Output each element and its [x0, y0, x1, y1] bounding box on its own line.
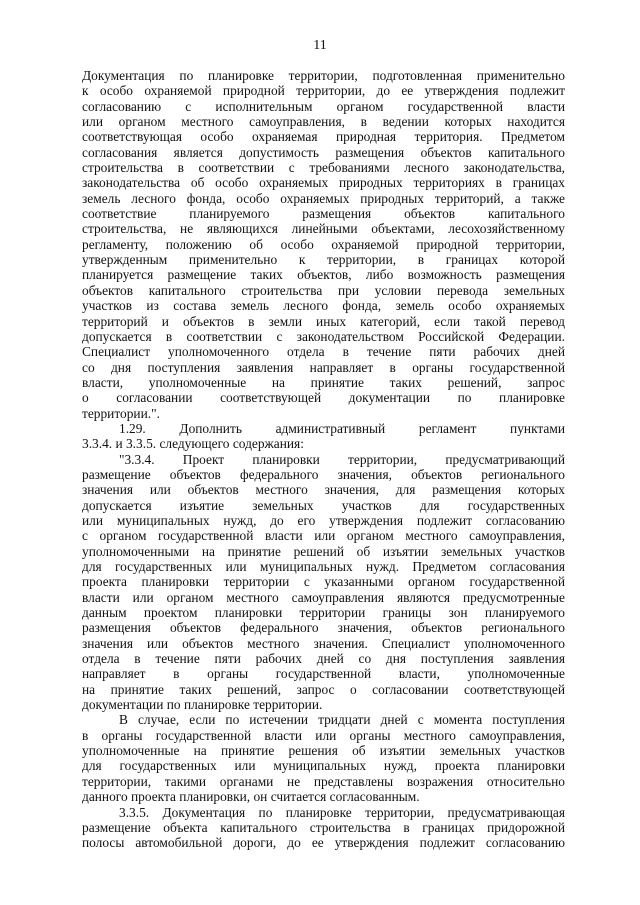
text-line: о согласовании соответствующей документации по планировке	[82, 390, 565, 406]
text-line: значения или объектов местного значения, для размещения которых	[82, 482, 565, 498]
text-line: уполномоченными на принятие решений об изъятии земельных участков	[82, 543, 565, 559]
page-number: 11	[313, 38, 327, 53]
text-line: строительства в соответствии с требованиями лесного законодательства,	[82, 160, 565, 176]
text-line: 1.29. Дополнить административный регламент пунктами	[119, 420, 565, 436]
text-line: для государственных или муниципальных нужд, проекта планировки	[82, 758, 565, 774]
text-line: утвержденным применительно к территории, в границах которой	[82, 252, 565, 268]
text-line: отдела в течение пяти рабочих дней со дня поступления заявления	[82, 651, 565, 667]
text-line: согласованию с исполнительным органом государственной власти	[82, 98, 565, 114]
text-line: власти, уполномоченные на принятие таких решений, запрос	[82, 374, 565, 390]
text-line: территории, такими органами не представлены возражения относительно	[82, 773, 565, 789]
text-line: проекта планировки территории с указанными органом государственной	[82, 574, 565, 590]
text-line: размещение объекта капитального строительства в границах придорожной	[82, 819, 565, 835]
text-line: соответствующая особо охраняемая природная территория. Предметом	[82, 129, 565, 145]
text-line: соответствие планируемого размещения объектов капитального	[82, 206, 565, 222]
text-line: территории.".	[82, 405, 160, 421]
text-line: значения или объектов местного значения. Специалист уполномоченного	[82, 635, 565, 651]
text-line: участков из состава земель лесного фонда, земель особо охраняемых	[82, 298, 565, 314]
text-line: данным проектом планировки территории границы зон планируемого	[82, 605, 565, 621]
text-line: или органом местного самоуправления, в ведении которых находится	[82, 114, 565, 130]
text-line: Специалист уполномоченного отдела в течение пяти рабочих дней	[82, 344, 565, 360]
text-line: со дня поступления заявления направляет в органы государственной	[82, 359, 565, 375]
text-line: объектов капитального строительства при условии перевода земельных	[82, 282, 565, 298]
text-line: планируется размещение таких объектов, либо возможность размещения	[82, 267, 565, 283]
text-line: законодательства об особо охраняемых природных территориях в границах	[82, 175, 565, 191]
text-line: территорий и объектов в земли иных категорий, если такой перевод	[82, 313, 565, 329]
text-line: Документация по планировке территории, подготовленная применительно	[82, 68, 565, 83]
text-line: 3.3.4. и 3.3.5. следующего содержания:	[82, 436, 304, 452]
text-line: на принятие таких решений, запрос о согласовании соответствующей	[82, 681, 565, 697]
text-line: "3.3.4. Проект планировки территории, предусматривающий	[119, 451, 565, 467]
text-line: размещение объектов федерального значения, объектов регионального	[82, 466, 565, 482]
text-line: для государственных или муниципальных нужд. Предметом согласования	[82, 559, 565, 574]
text-line: допускается в соответствии с законодательством Российской Федерации.	[82, 328, 565, 344]
text-line: направляет в органы государственной власти, уполномоченные	[82, 666, 565, 682]
text-line: регламенту, положению об особо охраняемой природной территории,	[82, 236, 565, 252]
text-line: размещения объектов федерального значения, объектов регионального	[82, 620, 565, 636]
text-line: допускается изъятие земельных участков для государственных	[82, 497, 565, 513]
text-line: к особо охраняемой природной территории, до ее утверждения подлежит	[82, 83, 565, 99]
text-line: земель лесного фонда, особо охраняемых природных территорий, а также	[82, 190, 565, 206]
text-line: 3.3.5. Документация по планировке территории, предусматривающая	[119, 804, 565, 820]
text-line: полосы автомобильной дороги, до ее утверждения подлежит согласованию	[82, 835, 565, 851]
document-body	[82, 68, 565, 851]
text-line: документации по планировке территории.	[82, 697, 323, 713]
text-line: с органом государственной власти или органом местного самоуправления,	[82, 528, 565, 544]
text-line: строительства, не являющихся линейными объектами, лесохозяйственному	[82, 221, 565, 237]
text-line: согласования является допустимость размещения объектов капитального	[82, 144, 565, 160]
text-line: В случае, если по истечении тридцати дней с момента поступления	[119, 712, 565, 728]
text-line: власти или органом местного самоуправления являются предусмотренные	[82, 589, 565, 605]
text-line: или муниципальных нужд, до его утверждения подлежит согласованию	[82, 512, 565, 528]
text-line: данного проекта планировки, он считается согласованным.	[82, 789, 420, 805]
text-line: в органы государственной власти или органы местного самоуправления,	[82, 727, 565, 743]
text-line: уполномоченные на принятие решения об изъятии земельных участков	[82, 743, 565, 759]
